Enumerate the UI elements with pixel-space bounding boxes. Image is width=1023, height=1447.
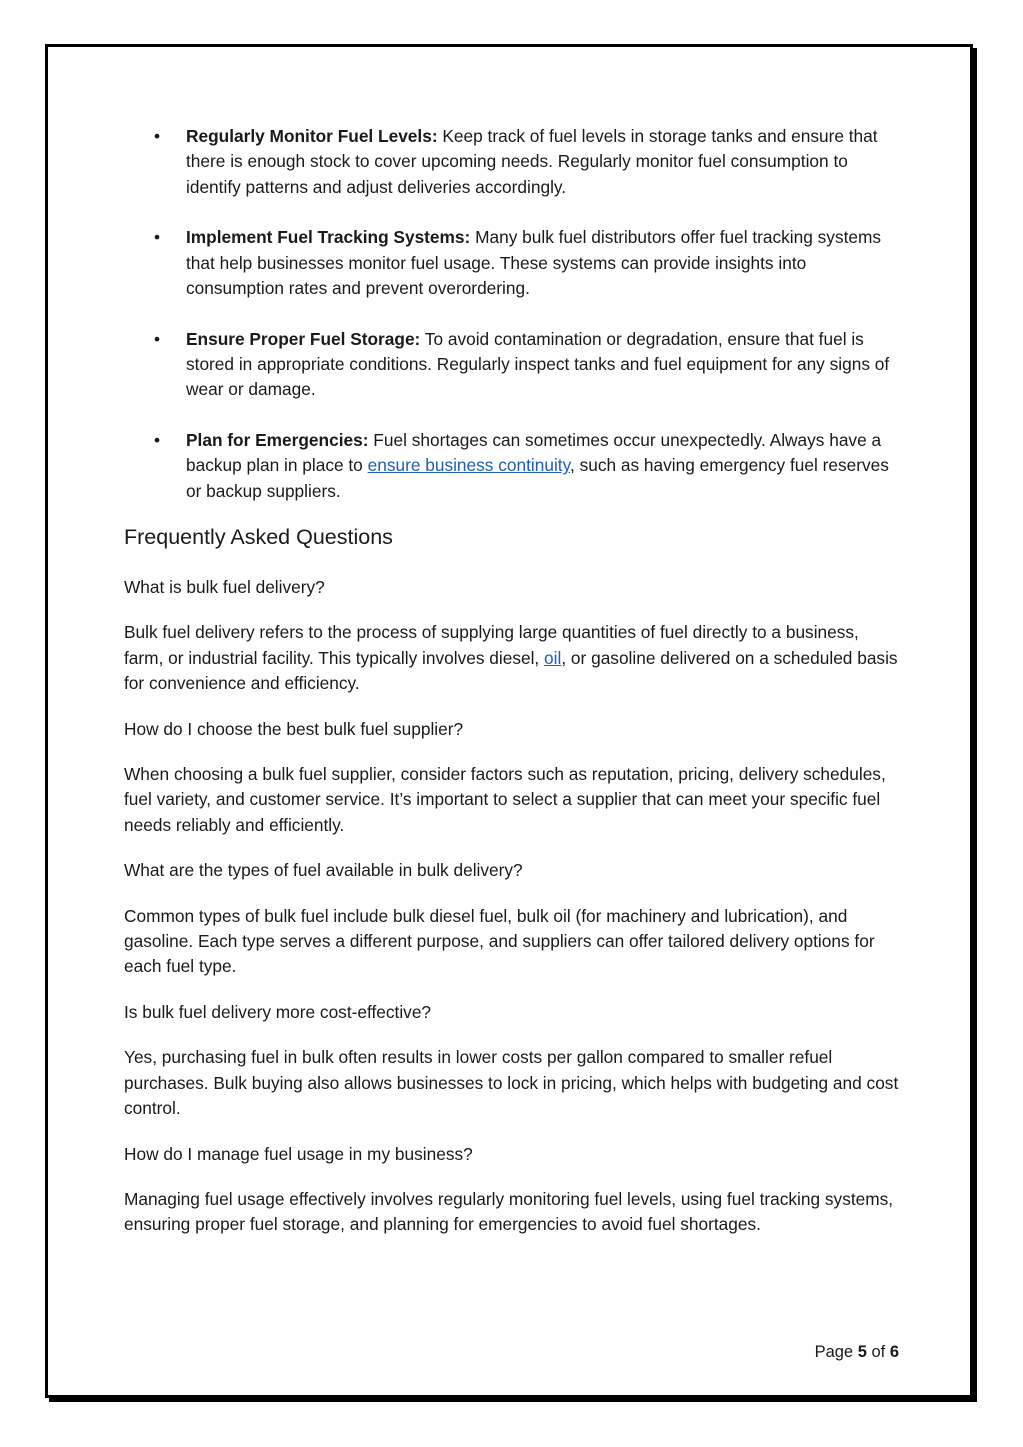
bullet-item bbox=[150, 327, 902, 403]
faq-answer-text: Bulk fuel delivery refers to the process of supplying large quantities of fuel directly to a business, farm, or industrial facility. This typically involves diesel, bbox=[124, 622, 859, 668]
bullet-dot: • bbox=[154, 328, 161, 349]
faq-answer-text: , or gasoline delivered on a scheduled basis for convenience and efficiency. bbox=[124, 647, 898, 693]
faq-answer: Managing fuel usage effectively involves regularly monitoring fuel levels, using fuel tracking systems, ensuring proper fuel storage, and planning for emergencies to avoid fuel shortages. bbox=[124, 1189, 894, 1235]
oil-link[interactable]: oil bbox=[544, 647, 562, 668]
faq-question: How do I manage fuel usage in my business? bbox=[124, 1143, 473, 1164]
faq-question: How do I choose the best bulk fuel supplier? bbox=[124, 718, 464, 739]
current-page: 5 bbox=[857, 1343, 867, 1361]
total-pages: 6 bbox=[889, 1343, 899, 1361]
tips-bullet-list bbox=[150, 124, 902, 530]
faq-question: What are the types of fuel available in bulk delivery? bbox=[124, 860, 523, 881]
of-label: of bbox=[866, 1343, 890, 1361]
bullet-text: , such as having emergency fuel reserves or backup suppliers. bbox=[186, 455, 889, 501]
bullet-item bbox=[150, 225, 902, 301]
faq-answer: Common types of bulk fuel include bulk diesel fuel, bulk oil (for machinery and lubrication), and gasoline. Each type serves a different purpose, and suppliers can offer tailored delivery options for each fuel type. bbox=[124, 905, 875, 977]
faq-answer: When choosing a bulk fuel supplier, consider factors such as reputation, pricing, delivery schedules, fuel variety, and customer service. It’s important to select a supplier that can meet your specific fuel needs reliably and efficiently. bbox=[124, 763, 886, 835]
bullet-text: To avoid contamination or degradation, ensure that fuel is stored in appropriate conditions. Regularly inspect tanks and fuel equipment for any signs of wear or damage. bbox=[186, 328, 890, 400]
faq-question: Is bulk fuel delivery more cost-effective? bbox=[124, 1002, 432, 1023]
faq-question: What is bulk fuel delivery? bbox=[124, 577, 325, 597]
bullet-dot: • bbox=[154, 227, 161, 248]
faq-section bbox=[124, 575, 900, 1258]
bullet-title: Regularly Monitor Fuel Levels: bbox=[186, 126, 438, 146]
bullet-text: Many bulk fuel distributors offer fuel tracking systems that help businesses monitor fuel usage. These systems can provide insights into consumption rates and prevent overordering. bbox=[186, 227, 882, 298]
bullet-dot: • bbox=[154, 126, 161, 146]
bullet-title: Implement Fuel Tracking Systems: bbox=[186, 227, 471, 248]
bullet-text: Keep track of fuel levels in storage tanks and ensure that there is enough stock to cover upcoming needs. Regularly monitor fuel consumption to identify patterns and adjust deliveries accordingly. bbox=[186, 126, 878, 197]
faq-answer bbox=[124, 620, 900, 696]
bullet-dot: • bbox=[154, 430, 161, 451]
bullet-title: Ensure Proper Fuel Storage: bbox=[186, 328, 421, 349]
page-number bbox=[815, 1340, 899, 1364]
bullet-text: Fuel shortages can sometimes occur unexpectedly. Always have a backup plan in place to bbox=[186, 430, 882, 476]
bullet-title: Plan for Emergencies: bbox=[186, 430, 369, 451]
page-label: Page bbox=[814, 1343, 858, 1361]
faq-answer: Yes, purchasing fuel in bulk often results in lower costs per gallon compared to smaller refuel purchases. Bulk buying also allows businesses to lock in pricing, which helps with budgeting and cost control. bbox=[124, 1047, 899, 1118]
faq-heading: Frequently Asked Questions bbox=[124, 525, 393, 549]
business-continuity-link[interactable]: ensure business continuity bbox=[367, 455, 570, 476]
bullet-item bbox=[150, 124, 902, 200]
bullet-item bbox=[150, 428, 902, 504]
